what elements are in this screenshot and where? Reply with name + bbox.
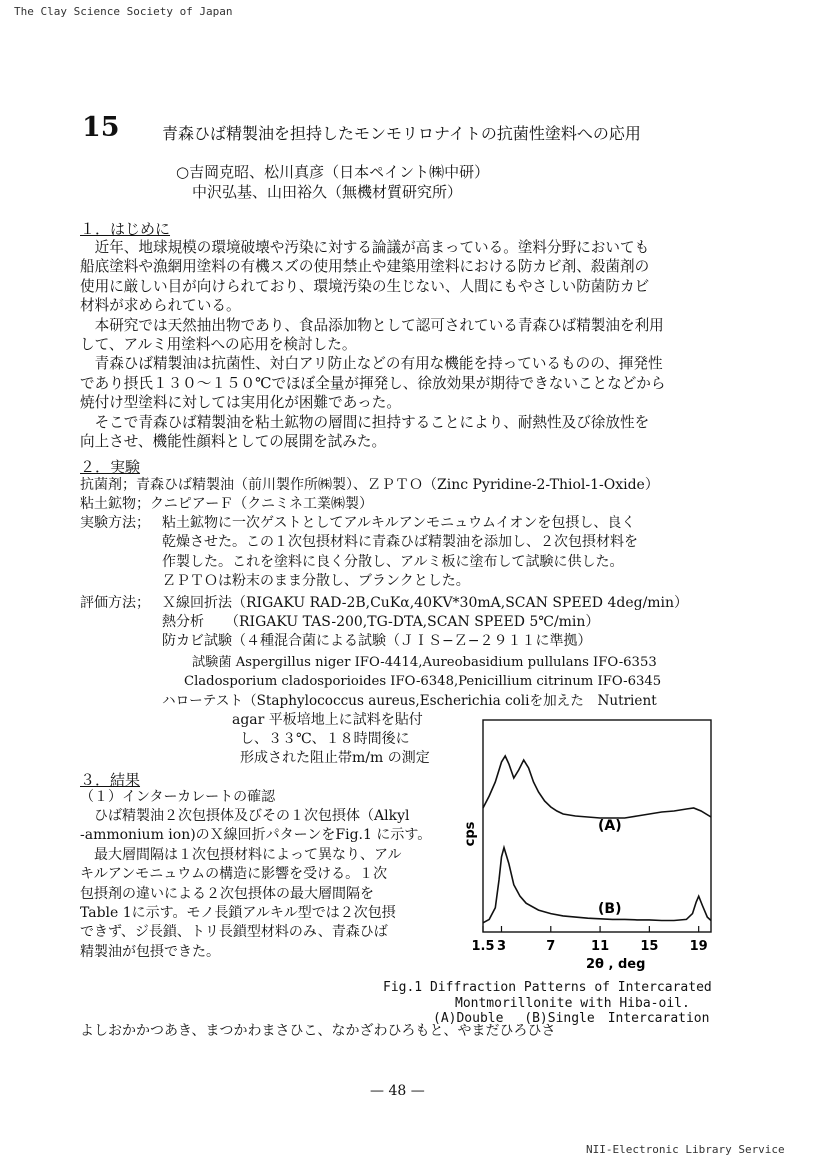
method-line: 作製した。これを塗料に良く分散し、アルミ板に塗布して試験に供した。 xyxy=(162,553,624,570)
xrd-chart-svg xyxy=(463,718,716,980)
xrd-line: Ｘ線回折法（RIGAKU RAD-2B,CuKα,40KV*30mA,SCAN SPEED 4deg/min） xyxy=(162,595,689,611)
results-line: ひば精製油２次包摂体及びその１次包摂体（Alkyl xyxy=(80,808,410,824)
thermal-line: 熱分析 （RIGAKU TAS-200,TG-DTA,SCAN SPEED 5℃/min） xyxy=(162,614,600,630)
intro-line: 青森ひば精製油は抗菌性、対白アリ防止などの有用な機能を持っているものの、揮発性 xyxy=(80,355,663,373)
x-tick-label: 1.5 xyxy=(471,939,495,954)
fungi-line-2: Cladosporium cladosporioides IFO-6348,Penicillium citrinum IFO-6345 xyxy=(184,674,662,689)
authors-line-2: 中沢弘基、山田裕久（無機材質研究所） xyxy=(192,183,463,201)
results-line: Table 1に示す。モノ長鎖アルキル型では２次包摂 xyxy=(80,905,396,922)
halo-line-2: agar 平板培地上に試料を貼付 xyxy=(232,712,423,728)
figure-caption-1: Fig.1 Diffraction Patterns of Intercarated xyxy=(383,980,712,995)
x-tick-label: 7 xyxy=(546,939,556,954)
series-line-a xyxy=(483,756,711,818)
clay-line: 粘土鉱物；クニピアーＦ（クニミネ工業㈱製） xyxy=(80,496,374,512)
intro-line: 向上させ、機能性顔料としての展開を試みた。 xyxy=(80,433,387,451)
x-tick-label: 3 xyxy=(496,939,507,954)
series-line-b xyxy=(483,848,711,923)
series-a-label: (A) xyxy=(598,818,622,834)
series xyxy=(483,756,711,923)
intro-line: 船底塗料や漁網用塗料の有機スズの使用禁止や建築用塗料における防カビ剤、殺菌剤の xyxy=(80,258,650,276)
method-text xyxy=(162,514,638,592)
results-line: -ammonium ion)のＸ線回折パターンをFig.1 に示す。 xyxy=(80,827,432,844)
results-line: 包摂剤の違いによる２次包摂体の最大層間隔を xyxy=(80,885,374,902)
method-line: 乾燥させた。この１次包摂材料に青森ひば精製油を添加し、２次包摂材料を xyxy=(162,534,638,551)
halo-line-1: ハローテスト（Staphylococcus aureus,Escherichia coliを加えた Nutrient xyxy=(162,693,657,709)
intro-line: であり摂氏１３０〜１５０℃でほぼ全量が揮発し、徐放効果が期待できないことなどから xyxy=(80,374,666,392)
authors-line-1: ○吉岡克昭、松川真彦（日本ペイント㈱中研） xyxy=(176,163,490,181)
intro-heading: １．はじめに xyxy=(80,220,171,238)
author-readings: よしおかかつあき、まつかわまさひこ、なかざわひろもと、やまだひろひさ xyxy=(80,1023,556,1039)
figure-caption-3: (A)Double (B)Single Intercaration xyxy=(433,1011,710,1026)
paper-number: 15 xyxy=(82,112,120,143)
method-line: 粘土鉱物に一次ゲストとしてアルキルアンモニュウムイオンを包摂し、良く xyxy=(162,515,636,531)
mold-test-line: 防カビ試験（４種混合菌による試験（ＪＩＳ−Ｚ−２９１１に準拠） xyxy=(162,633,592,649)
paper-title: 青森ひば精製油を担持したモンモリロナイトの抗菌性塗料への応用 xyxy=(162,124,641,143)
x-tick-label: 15 xyxy=(640,939,659,954)
y-axis-label: cps xyxy=(463,821,478,847)
results-heading: ３．結果 xyxy=(80,771,141,789)
plot-frame xyxy=(483,720,711,932)
results-line: 精製油が包摂できた。 xyxy=(80,943,220,960)
xrd-chart xyxy=(463,718,716,980)
intro-body xyxy=(80,238,666,451)
series-b-label: (B) xyxy=(598,901,622,917)
intro-line: 近年、地球規模の環境破壊や汚染に対する論議が高まっている。塗料分野においても xyxy=(80,239,650,256)
results-subheading: （１）インターカレートの確認 xyxy=(80,789,276,805)
intro-line: 使用に厳しい目が向けられており、環境汚染の生じない、人間にもやさしい防菌防カビ xyxy=(80,277,650,295)
results-line: キルアンモニュウムの構造に影響を受ける。１次 xyxy=(80,866,388,883)
intro-line: 材料が求められている。 xyxy=(80,297,241,315)
intro-line: そこで青森ひば精製油を粘土鉱物の層間に担持することにより、耐熱性及び徐放性を xyxy=(80,413,650,431)
method-line: ＺＰＴＯは粉末のまま分散し、ブランクとした。 xyxy=(162,573,470,590)
intro-line: して、アルミ用塗料への応用を検討した。 xyxy=(80,336,357,354)
x-tick-label: 19 xyxy=(689,939,708,954)
halo-line-3: し、３３℃、１８時間後に xyxy=(240,731,410,747)
halo-line-4: 形成された阻止帯m/m の測定 xyxy=(240,750,430,766)
experiment-heading: ２．実験 xyxy=(80,458,141,476)
x-axis-label: 2θ , deg xyxy=(586,957,646,972)
antibacterial-line: 抗菌剤；青森ひば精製油（前川製作所㈱製）、ＺＰＴＯ（Zinc Pyridine-2-Thiol-1-Oxide） xyxy=(80,477,659,493)
fungi-line-1: 試験菌 Aspergillus niger IFO-4414,Aureobasidium pullulans IFO-6353 xyxy=(192,655,657,670)
x-tick-label: 11 xyxy=(591,939,610,954)
figure-caption-2: Montmorillonite with Hiba-oil. xyxy=(455,996,690,1011)
society-header: The Clay Science Society of Japan xyxy=(14,5,233,18)
results-line: できず、ジ長鎖、トリ長鎖型材料のみ、青森ひば xyxy=(80,924,388,941)
intro-line: 焼付け型塗料に対しては実用化が困難であった。 xyxy=(80,394,401,412)
page-number: — 48 — xyxy=(370,1083,425,1099)
results-body xyxy=(80,807,431,962)
evaluation-label: 評価方法； xyxy=(80,595,150,611)
results-line: 最大層間隔は１次包摂材料によって異なり、アル xyxy=(80,846,402,863)
library-footer: NII-Electronic Library Service xyxy=(586,1143,785,1156)
x-ticks xyxy=(471,926,707,954)
method-label: 実験方法； xyxy=(80,515,150,531)
intro-line: 本研究では天然抽出物であり、食品添加物として認可されている青森ひば精製油を利用 xyxy=(80,316,664,334)
